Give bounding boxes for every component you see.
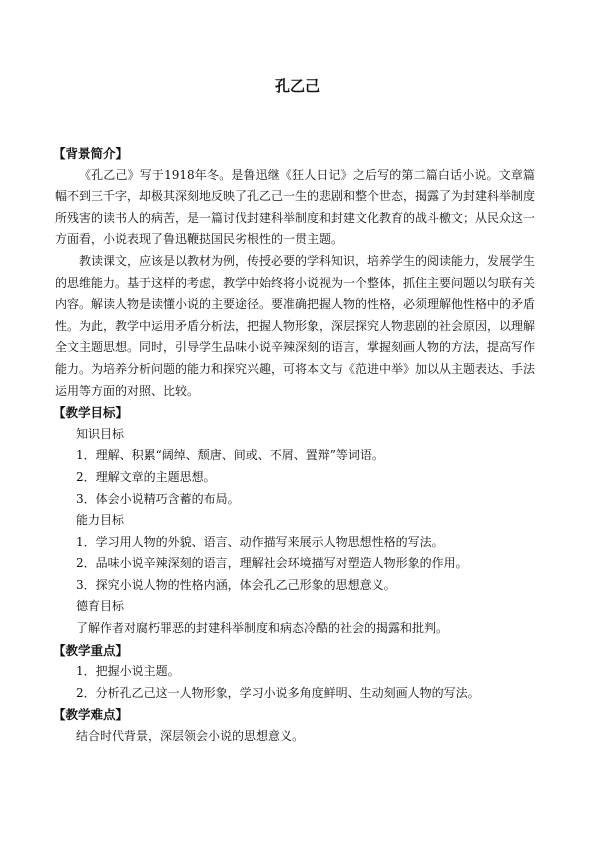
moral-label: 德育目标 xyxy=(76,599,125,614)
knowledge-item: 3．体会小说精巧含蓄的布局。 xyxy=(76,491,240,506)
document-body xyxy=(55,143,535,748)
difficulties-heading: 【教学难点】 xyxy=(53,707,129,723)
background-paragraph-2: 教读课文，应该是以教材为例，传授必要的学科知识，培养学生的阅读能力，发展学生的思维能力。基于这样的考虑，教学中始终将小说视为一个整体，抓住主要问题以匀联有关内容。解读人物是读懂小说的主要途径。要准确把握人物的性格，必须理解他性格中的矛盾性。为此，教学中运用矛盾分析法，把握人物形象，深层探究人物悲剧的社会原因，以理解全文主题思想。同时，引导学生品味小说辛辣深刻的语言，掌握刻画人物的方法，提高写作能力。为培养分析问题的能力和探究兴趣，可将本文与《范进中举》加以从主题表达、手法运用等方面的对照、比较。 xyxy=(55,253,536,398)
document-title: 孔乙己 xyxy=(274,77,320,95)
moral-text: 了解作者对腐朽罪恶的封建科举制度和病态冷酷的社会的揭露和批判。 xyxy=(76,621,449,636)
knowledge-item: 1．理解、积累“阔绰、颓唐、间或、不屑、置辩”等词语。 xyxy=(76,448,384,463)
ability-item: 1．学习用人物的外貌、语言、动作描写来展示人物思想性格的写法。 xyxy=(76,534,444,549)
ability-item: 3．探究小说人物的性格内涵，体会孔乙己形象的思想意义。 xyxy=(76,577,396,592)
background-paragraph-1: 《孔乙己》写于1918年冬。是鲁迅继《狂人日记》之后写的第二篇白话小说。文章篇幅不到三千字，却极其深刻地反映了孔乙己一生的悲剧和整个世态，揭露了为封建科举制度所残害的读书人的病苦，是一篇讨伐封建科举制度和封建文化教育的战斗檄文；从民众这一方面看，小说表现了鲁迅鞭挞国民劣根性的一贯主题。 xyxy=(55,167,536,247)
key-points-heading: 【教学重点】 xyxy=(53,642,129,658)
background-heading: 【背景简介】 xyxy=(53,146,129,161)
difficulties-text: 结合时代背景，深层领会小说的思想意义。 xyxy=(76,729,305,744)
key-point-item: 1．把握小说主题。 xyxy=(76,664,180,679)
ability-item: 2．品味小说辛辣深刻的语言，理解社会环境描写对塑造人物形象的作用。 xyxy=(76,556,468,571)
objectives-heading: 【教学目标】 xyxy=(53,405,129,421)
key-point-item: 2．分析孔乙己这一人物形象，学习小说多角度鲜明、生动刻画人物的写法。 xyxy=(76,685,480,700)
knowledge-item: 2．理解文章的主题思想。 xyxy=(76,469,216,484)
knowledge-label: 知识目标 xyxy=(76,426,125,441)
ability-label: 能力目标 xyxy=(76,513,125,528)
